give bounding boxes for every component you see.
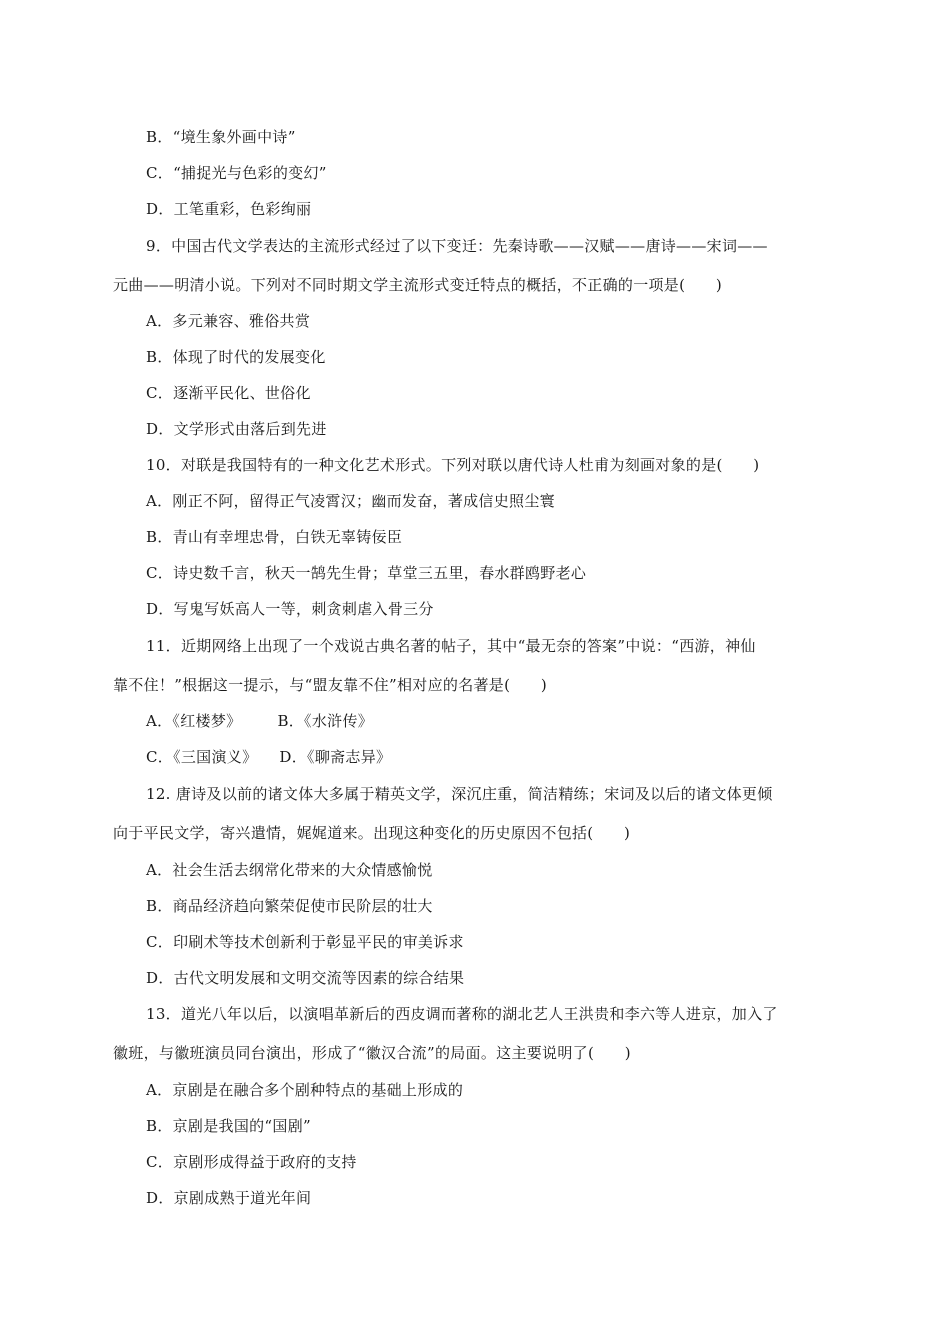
q13-option-c: C．京剧形成得益于政府的支持 xyxy=(146,1153,357,1171)
q12-option-b: B．商品经济趋向繁荣促使市民阶层的壮大 xyxy=(146,897,433,915)
q11-option-d: D．《聊斋志异》 xyxy=(279,748,392,766)
q10-option-b: B．青山有幸埋忠骨，白铁无辜铸佞臣 xyxy=(146,528,403,546)
q12-option-c: C．印刷术等技术创新利于彰显平民的审美诉求 xyxy=(146,933,464,951)
q8-option-b: B．“境生象外画中诗” xyxy=(146,128,296,146)
q10-option-c: C．诗史数千言，秋天一鹄先生骨；草堂三五里，春水群鸥野老心 xyxy=(146,564,587,582)
q10-option-d: D．写鬼写妖高人一等，刺贪刺虐入骨三分 xyxy=(146,600,434,618)
q9-option-b: B．体现了时代的发展变化 xyxy=(146,348,326,366)
q12-stem-line-2: 向于平民文学，寄兴遣情，娓娓道来。出现这种变化的历史原因不包括( ) xyxy=(113,824,631,842)
q10-option-a: A．刚正不阿，留得正气凌霄汉；幽而发奋，著成信史照尘寰 xyxy=(146,492,555,510)
q9-stem-line-2: 元曲——明清小说。下列对不同时期文学主流形式变迁特点的概括，不正确的一项是( ) xyxy=(113,276,723,294)
q9-option-d: D．文学形式由落后到先进 xyxy=(146,420,327,438)
q9-option-c: C．逐渐平民化、世俗化 xyxy=(146,384,311,402)
q11-options-row-2 xyxy=(146,747,391,767)
q11-option-c: C．《三国演义》 xyxy=(146,748,258,766)
q11-option-b: B．《水浒传》 xyxy=(277,712,374,730)
q13-option-d: D．京剧成熟于道光年间 xyxy=(146,1189,312,1207)
q13-option-a: A．京剧是在融合多个剧种特点的基础上形成的 xyxy=(146,1081,464,1099)
q9-option-a: A．多元兼容、雅俗共赏 xyxy=(146,312,311,330)
q11-stem-line-2: 靠不住！”根据这一提示，与“盟友靠不住”相对应的名著是( ) xyxy=(113,676,548,694)
q11-options-row-1 xyxy=(146,711,373,731)
q8-option-d: D．工笔重彩，色彩绚丽 xyxy=(146,200,312,218)
q12-option-d: D．古代文明发展和文明交流等因素的综合结果 xyxy=(146,969,465,987)
q13-stem-line-2: 徽班，与徽班演员同台演出，形成了“徽汉合流”的局面。这主要说明了( ) xyxy=(113,1044,631,1062)
q13-option-b: B．京剧是我国的“国剧” xyxy=(146,1117,311,1135)
q11-stem-line-1: 11．近期网络上出现了一个戏说古典名著的帖子，其中“最无奈的答案”中说：“西游，神仙 xyxy=(146,637,756,655)
q11-option-a: A．《红楼梦》 xyxy=(146,712,242,730)
q12-stem-line-1: 12. 唐诗及以前的诸文体大多属于精英文学，深沉庄重，简洁精练；宋词及以后的诸文体更倾 xyxy=(146,785,773,803)
q10-stem: 10．对联是我国特有的一种文化艺术形式。下列对联以唐代诗人杜甫为刻画对象的是( ) xyxy=(146,456,760,474)
q13-stem-line-1: 13．道光八年以后，以演唱革新后的西皮调而著称的湖北艺人王洪贵和李六等人进京，加入了 xyxy=(146,1005,778,1023)
q12-option-a: A．社会生活去纲常化带来的大众情感愉悦 xyxy=(146,861,433,879)
q9-stem-line-1: 9．中国古代文学表达的主流形式经过了以下变迁：先秦诗歌——汉赋——唐诗——宋词—— xyxy=(146,237,768,255)
q8-option-c: C．“捕捉光与色彩的变幻” xyxy=(146,164,327,182)
